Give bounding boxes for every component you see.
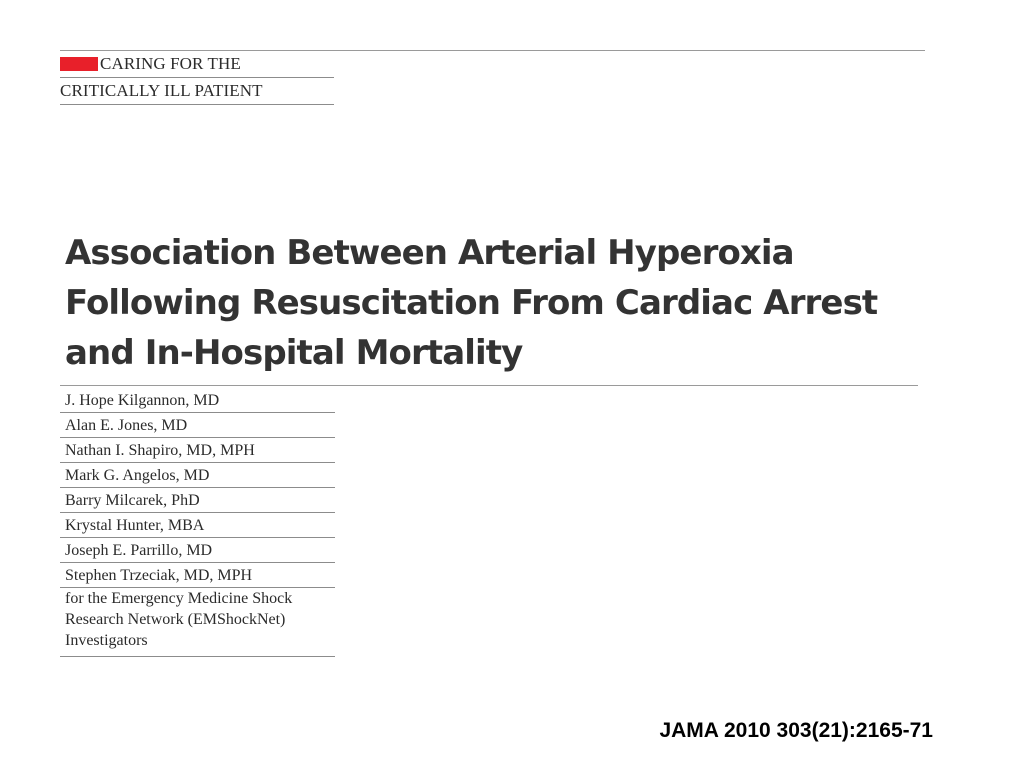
title-line-1: Association Between Arterial Hyperoxia: [65, 233, 794, 273]
author-item: Nathan I. Shapiro, MD, MPH: [60, 438, 335, 463]
title-line-2: Following Resuscitation From Cardiac Arrest: [65, 283, 878, 323]
title-line-3: and In-Hospital Mortality: [65, 333, 523, 373]
series-line-1: [60, 51, 334, 78]
journal-citation: JAMA 2010 303(21):2165-71: [659, 719, 933, 742]
article-title: [65, 228, 925, 378]
series-line-2: [60, 78, 334, 105]
title-rule: [60, 385, 918, 386]
investigator-group: [60, 588, 335, 657]
investigator-line-1: for the Emergency Medicine Shock: [65, 590, 293, 607]
series-banner: [60, 51, 334, 105]
author-item: Stephen Trzeciak, MD, MPH: [60, 563, 335, 588]
investigator-line-2: Research Network (EMShockNet): [65, 611, 286, 628]
author-item: Mark G. Angelos, MD: [60, 463, 335, 488]
author-item: Krystal Hunter, MBA: [60, 513, 335, 538]
series-title-line-2: CRITICALLY ILL PATIENT: [60, 81, 263, 100]
author-list: [60, 388, 335, 657]
author-item: J. Hope Kilgannon, MD: [60, 388, 335, 413]
author-item: Joseph E. Parrillo, MD: [60, 538, 335, 563]
author-item: Alan E. Jones, MD: [60, 413, 335, 438]
series-title-line-1: CARING FOR THE: [100, 54, 241, 73]
author-item: Barry Milcarek, PhD: [60, 488, 335, 513]
investigator-line-3: Investigators: [65, 632, 148, 649]
series-red-bar: [60, 57, 98, 71]
